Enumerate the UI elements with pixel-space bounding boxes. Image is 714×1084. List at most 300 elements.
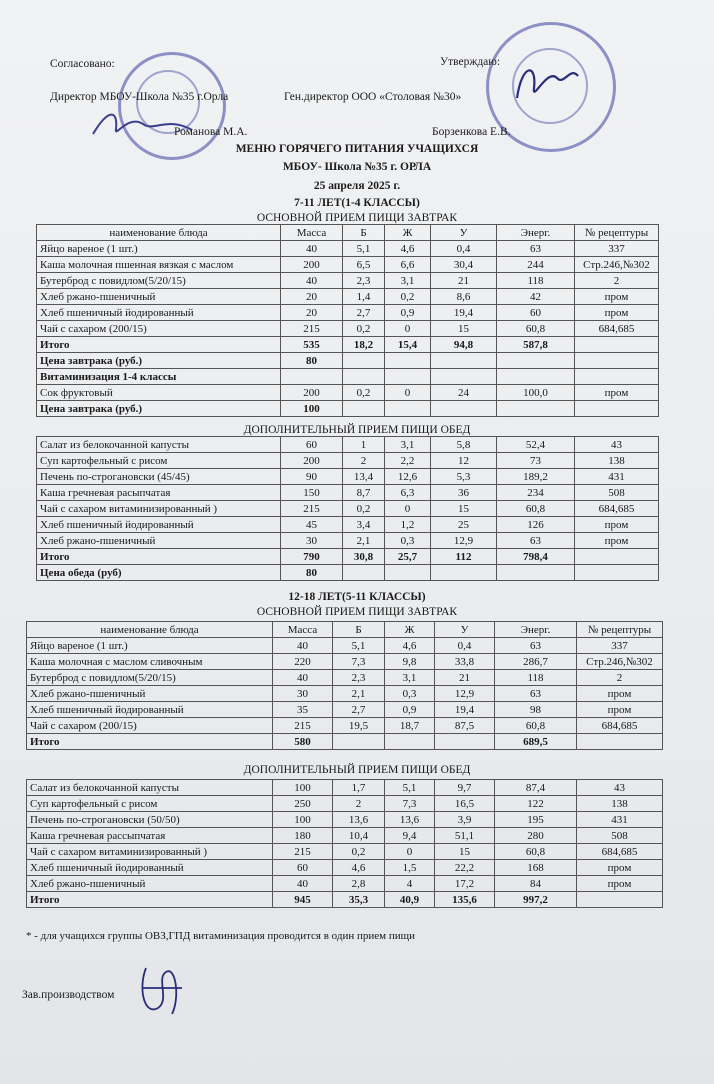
cell-energy: 60 (497, 305, 575, 321)
cell-energy (497, 565, 575, 581)
cell-protein: 2 (333, 796, 385, 812)
cell-fat: 6,3 (385, 485, 431, 501)
table-row (37, 549, 659, 565)
cell-mass: 40 (281, 273, 343, 289)
cell-carbs (431, 565, 497, 581)
header-protein: Б (343, 225, 385, 241)
cell-dish-name: Чай с сахаром витаминизированный ) (37, 501, 281, 517)
cell-fat: 5,1 (385, 780, 435, 796)
cell-carbs: 21 (431, 273, 497, 289)
cell-recipe: 138 (575, 453, 659, 469)
cell-fat: 25,7 (385, 549, 431, 565)
cell-fat: 7,3 (385, 796, 435, 812)
cell-mass: 215 (281, 501, 343, 517)
cell-dish-name: Салат из белокочанной капусты (37, 437, 281, 453)
cell-energy: 195 (495, 812, 577, 828)
cell-energy: 587,8 (497, 337, 575, 353)
cell-recipe: 684,685 (577, 844, 663, 860)
cell-mass: 80 (281, 565, 343, 581)
header-mass: Масса (281, 225, 343, 241)
g1-breakfast-caption: ОСНОВНОЙ ПРИЕМ ПИЩИ ЗАВТРАК (256, 212, 458, 224)
cell-energy: 63 (497, 533, 575, 549)
header-energy: Энерг. (497, 225, 575, 241)
cell-carbs: 8,6 (431, 289, 497, 305)
cell-mass: 250 (273, 796, 333, 812)
cell-carbs: 51,1 (435, 828, 495, 844)
cell-dish-name: Цена обеда (руб) (37, 565, 281, 581)
cell-recipe: 431 (575, 469, 659, 485)
cell-mass: 220 (273, 654, 333, 670)
cell-fat: 6,6 (385, 257, 431, 273)
cell-fat: 3,1 (385, 670, 435, 686)
cell-fat: 0,3 (385, 533, 431, 549)
cell-fat: 13,6 (385, 812, 435, 828)
cell-energy: 63 (497, 241, 575, 257)
cell-mass: 30 (281, 533, 343, 549)
cell-carbs: 19,4 (435, 702, 495, 718)
header-protein: Б (333, 622, 385, 638)
cell-carbs: 94,8 (431, 337, 497, 353)
cell-protein: 1 (343, 437, 385, 453)
cell-fat (385, 565, 431, 581)
cell-recipe: 2 (577, 670, 663, 686)
cell-dish-name: Сок фруктовый (37, 385, 281, 401)
cell-recipe: Стр.246,№302 (577, 654, 663, 670)
cell-protein: 13,6 (333, 812, 385, 828)
header-energy: Энерг. (495, 622, 577, 638)
table-row (37, 337, 659, 353)
cell-protein: 13,4 (343, 469, 385, 485)
cell-energy: 60,8 (497, 321, 575, 337)
cell-recipe (577, 734, 663, 750)
header-dish-name: наименование блюда (27, 622, 273, 638)
cell-protein: 0,2 (333, 844, 385, 860)
cell-mass: 180 (273, 828, 333, 844)
cell-mass: 40 (281, 241, 343, 257)
cell-mass: 60 (273, 860, 333, 876)
table-row (27, 638, 663, 654)
agreed-label: Согласовано: (50, 58, 115, 70)
table-row (37, 437, 659, 453)
cell-energy: 73 (497, 453, 575, 469)
cell-dish-name: Яйцо вареное (1 шт.) (27, 638, 273, 654)
cell-dish-name: Чай с сахаром витаминизированный ) (27, 844, 273, 860)
cell-fat: 0,2 (385, 289, 431, 305)
cell-protein (343, 369, 385, 385)
cell-carbs: 9,7 (435, 780, 495, 796)
cell-energy: 60,8 (495, 844, 577, 860)
cell-fat: 0 (385, 385, 431, 401)
general-director-signature (512, 58, 582, 108)
cell-protein: 7,3 (333, 654, 385, 670)
cell-dish-name: Печень по-строгановски (45/45) (37, 469, 281, 485)
cell-dish-name: Итого (37, 549, 281, 565)
company-director-position: Ген.директор ООО «Столовая №30» (284, 91, 462, 103)
cell-protein: 2,3 (333, 670, 385, 686)
table-row (37, 501, 659, 517)
cell-protein: 0,2 (343, 321, 385, 337)
footnote: * - для учащихся группы ОВЗ,ГПД витаминизация проводится в один прием пищи (26, 930, 415, 942)
cell-mass: 45 (281, 517, 343, 533)
cell-recipe: пром (575, 533, 659, 549)
cell-energy: 126 (497, 517, 575, 533)
cell-fat: 40,9 (385, 892, 435, 908)
cell-mass: 100 (281, 401, 343, 417)
cell-carbs (431, 353, 497, 369)
cell-energy: 60,8 (495, 718, 577, 734)
cell-energy: 122 (495, 796, 577, 812)
cell-carbs: 0,4 (435, 638, 495, 654)
table-row (37, 401, 659, 417)
cell-energy: 42 (497, 289, 575, 305)
table-row (27, 796, 663, 812)
cell-mass: 200 (281, 257, 343, 273)
cell-mass: 40 (273, 670, 333, 686)
cell-mass: 100 (273, 780, 333, 796)
cell-mass: 790 (281, 549, 343, 565)
cell-dish-name: Хлеб ржано-пшеничный (37, 533, 281, 549)
cell-energy: 189,2 (497, 469, 575, 485)
table-row (37, 321, 659, 337)
cell-carbs: 25 (431, 517, 497, 533)
cell-dish-name: Хлеб пшеничный йодированный (27, 860, 273, 876)
cell-energy: 244 (497, 257, 575, 273)
cell-protein: 18,2 (343, 337, 385, 353)
cell-recipe: 43 (577, 780, 663, 796)
cell-energy: 84 (495, 876, 577, 892)
cell-carbs: 87,5 (435, 718, 495, 734)
menu-date: 25 апреля 2025 г. (313, 180, 401, 192)
age-group-1: 7-11 ЛЕТ(1-4 КЛАССЫ) (294, 197, 420, 209)
cell-protein: 8,7 (343, 485, 385, 501)
table-row (27, 828, 663, 844)
table-row (37, 565, 659, 581)
cell-mass: 35 (273, 702, 333, 718)
cell-dish-name: Яйцо вареное (1 шт.) (37, 241, 281, 257)
cell-energy: 98 (495, 702, 577, 718)
cell-fat: 3,1 (385, 273, 431, 289)
cell-fat: 0,3 (385, 686, 435, 702)
cell-recipe (575, 337, 659, 353)
cell-recipe: пром (575, 305, 659, 321)
cell-carbs: 12 (431, 453, 497, 469)
cell-protein (343, 353, 385, 369)
cell-protein: 19,5 (333, 718, 385, 734)
cell-carbs: 15 (435, 844, 495, 860)
table-header-row (37, 225, 659, 241)
cell-carbs: 15 (431, 321, 497, 337)
table-row (27, 686, 663, 702)
table-row (27, 654, 663, 670)
cell-carbs: 19,4 (431, 305, 497, 321)
cell-mass: 200 (281, 385, 343, 401)
cell-mass: 20 (281, 289, 343, 305)
cell-recipe: 684,685 (577, 718, 663, 734)
g1-breakfast-table (36, 224, 659, 417)
cell-carbs: 17,2 (435, 876, 495, 892)
cell-recipe: Стр.246,№302 (575, 257, 659, 273)
cell-fat: 2,2 (385, 453, 431, 469)
table-row (37, 353, 659, 369)
cell-carbs: 135,6 (435, 892, 495, 908)
cell-recipe (575, 353, 659, 369)
production-head-signature (136, 958, 186, 1022)
cell-dish-name: Каша гречневая расыпчатая (37, 485, 281, 501)
cell-protein: 4,6 (333, 860, 385, 876)
table-row (37, 385, 659, 401)
header-fat: Ж (385, 622, 435, 638)
table-row (37, 485, 659, 501)
table-row (37, 453, 659, 469)
cell-recipe: 43 (575, 437, 659, 453)
cell-recipe: 684,685 (575, 501, 659, 517)
cell-energy (497, 353, 575, 369)
cell-fat: 0 (385, 321, 431, 337)
cell-recipe: пром (577, 702, 663, 718)
table-row (27, 780, 663, 796)
cell-energy: 100,0 (497, 385, 575, 401)
cell-fat: 15,4 (385, 337, 431, 353)
cell-carbs: 36 (431, 485, 497, 501)
cell-dish-name: Итого (37, 337, 281, 353)
table-row (37, 305, 659, 321)
table-row (37, 257, 659, 273)
cell-dish-name: Хлеб пшеничный йодированный (27, 702, 273, 718)
cell-dish-name: Хлеб ржано-пшеничный (27, 686, 273, 702)
cell-energy: 63 (495, 686, 577, 702)
cell-dish-name: Чай с сахаром (200/15) (37, 321, 281, 337)
cell-recipe: пром (577, 686, 663, 702)
cell-fat (385, 369, 431, 385)
cell-protein: 2,7 (333, 702, 385, 718)
table-row (37, 241, 659, 257)
cell-fat: 3,1 (385, 437, 431, 453)
cell-mass: 150 (281, 485, 343, 501)
cell-energy (497, 401, 575, 417)
cell-energy: 118 (497, 273, 575, 289)
cell-dish-name: Суп картофельный с рисом (37, 453, 281, 469)
cell-dish-name: Печень по-строгановски (50/50) (27, 812, 273, 828)
table-row (37, 369, 659, 385)
school-director-name: Романова М.А. (174, 126, 248, 138)
cell-protein: 5,1 (333, 638, 385, 654)
table-row (37, 517, 659, 533)
company-director-name: Борзенкова Е.В. (432, 126, 511, 138)
table-row (27, 892, 663, 908)
cell-recipe: пром (575, 289, 659, 305)
cell-protein: 10,4 (333, 828, 385, 844)
cell-dish-name: Каша гречневая рассыпчатая (27, 828, 273, 844)
cell-recipe: 508 (577, 828, 663, 844)
cell-carbs: 22,2 (435, 860, 495, 876)
table-row (37, 469, 659, 485)
cell-carbs: 5,3 (431, 469, 497, 485)
cell-energy: 63 (495, 638, 577, 654)
menu-title: МЕНЮ ГОРЯЧЕГО ПИТАНИЯ УЧАЩИХСЯ (235, 143, 479, 155)
cell-dish-name: Хлеб пшеничный йодированный (37, 517, 281, 533)
table-row (37, 533, 659, 549)
g1-lunch-caption: ДОПОЛНИТЕЛЬНЫЙ ПРИЕМ ПИЩИ ОБЕД (243, 424, 471, 436)
cell-recipe: 138 (577, 796, 663, 812)
cell-protein: 6,5 (343, 257, 385, 273)
cell-recipe (575, 565, 659, 581)
cell-recipe (575, 369, 659, 385)
table-row (27, 844, 663, 860)
cell-carbs: 33,8 (435, 654, 495, 670)
cell-energy: 60,8 (497, 501, 575, 517)
production-head-label: Зав.производством (22, 989, 115, 1001)
cell-protein: 2,1 (333, 686, 385, 702)
cell-dish-name: Хлеб пшеничный йодированный (37, 305, 281, 321)
table-row (27, 812, 663, 828)
cell-carbs: 16,5 (435, 796, 495, 812)
g2-breakfast-caption: ОСНОВНОЙ ПРИЕМ ПИЩИ ЗАВТРАК (256, 606, 458, 618)
cell-carbs: 15 (431, 501, 497, 517)
cell-fat: 1,5 (385, 860, 435, 876)
cell-dish-name: Суп картофельный с рисом (27, 796, 273, 812)
cell-recipe: пром (575, 385, 659, 401)
table-row (37, 273, 659, 289)
cell-carbs: 112 (431, 549, 497, 565)
cell-recipe: пром (575, 517, 659, 533)
cell-carbs (431, 369, 497, 385)
g2-breakfast-table (26, 621, 663, 750)
header-fat: Ж (385, 225, 431, 241)
header-carbs: У (435, 622, 495, 638)
cell-carbs (431, 401, 497, 417)
cell-recipe (577, 892, 663, 908)
cell-mass: 535 (281, 337, 343, 353)
age-group-2: 12-18 ЛЕТ(5-11 КЛАССЫ) (288, 591, 426, 603)
cell-mass: 30 (273, 686, 333, 702)
cell-mass: 100 (273, 812, 333, 828)
cell-protein: 2,1 (343, 533, 385, 549)
cell-carbs: 0,4 (431, 241, 497, 257)
cell-protein: 2,8 (333, 876, 385, 892)
cell-protein: 2 (343, 453, 385, 469)
table-row (27, 876, 663, 892)
cell-dish-name: Хлеб ржано-пшеничный (27, 876, 273, 892)
cell-energy: 280 (495, 828, 577, 844)
cell-recipe: пром (577, 860, 663, 876)
cell-protein: 1,4 (343, 289, 385, 305)
g1-lunch-table (36, 436, 659, 581)
cell-mass: 945 (273, 892, 333, 908)
cell-dish-name: Хлеб ржано-пшеничный (37, 289, 281, 305)
cell-carbs: 12,9 (435, 686, 495, 702)
cell-protein: 30,8 (343, 549, 385, 565)
cell-fat: 9,8 (385, 654, 435, 670)
cell-protein: 3,4 (343, 517, 385, 533)
cell-energy: 286,7 (495, 654, 577, 670)
cell-fat (385, 353, 431, 369)
header-carbs: У (431, 225, 497, 241)
cell-recipe: 2 (575, 273, 659, 289)
cell-recipe (575, 549, 659, 565)
cell-fat: 4,6 (385, 241, 431, 257)
table-header-row (27, 622, 663, 638)
cell-protein: 2,7 (343, 305, 385, 321)
cell-recipe: 508 (575, 485, 659, 501)
cell-mass: 40 (273, 638, 333, 654)
cell-recipe: 431 (577, 812, 663, 828)
cell-energy: 234 (497, 485, 575, 501)
table-row (27, 670, 663, 686)
cell-dish-name: Салат из белокочанной капусты (27, 780, 273, 796)
cell-dish-name: Бутерброд с повидлом(5/20/15) (27, 670, 273, 686)
g2-lunch-table (26, 779, 663, 908)
approved-label: Утверждаю: (440, 56, 501, 68)
cell-mass: 40 (273, 876, 333, 892)
cell-mass: 60 (281, 437, 343, 453)
cell-carbs (435, 734, 495, 750)
cell-dish-name: Итого (27, 892, 273, 908)
cell-recipe: 684,685 (575, 321, 659, 337)
cell-mass: 90 (281, 469, 343, 485)
cell-mass: 215 (281, 321, 343, 337)
cell-fat: 9,4 (385, 828, 435, 844)
table-row (27, 718, 663, 734)
cell-recipe (575, 401, 659, 417)
cell-protein (333, 734, 385, 750)
header-mass: Масса (273, 622, 333, 638)
cell-energy: 52,4 (497, 437, 575, 453)
cell-fat: 0 (385, 501, 431, 517)
g2-lunch-caption: ДОПОЛНИТЕЛЬНЫЙ ПРИЕМ ПИЩИ ОБЕД (243, 764, 471, 776)
header-recipe: № рецептуры (575, 225, 659, 241)
cell-dish-name: Бутерброд с повидлом(5/20/15) (37, 273, 281, 289)
cell-carbs: 21 (435, 670, 495, 686)
cell-mass: 200 (281, 453, 343, 469)
table-row (27, 734, 663, 750)
cell-mass: 215 (273, 718, 333, 734)
cell-energy: 168 (495, 860, 577, 876)
cell-protein: 2,3 (343, 273, 385, 289)
cell-mass (281, 369, 343, 385)
school-name: МБОУ- Школа №35 г. ОРЛА (282, 161, 432, 173)
cell-protein: 1,7 (333, 780, 385, 796)
cell-carbs: 30,4 (431, 257, 497, 273)
cell-dish-name: Цена завтрака (руб.) (37, 401, 281, 417)
cell-dish-name: Итого (27, 734, 273, 750)
cell-protein: 0,2 (343, 385, 385, 401)
cell-recipe: 337 (575, 241, 659, 257)
cell-energy (497, 369, 575, 385)
cell-fat: 0,9 (385, 702, 435, 718)
cell-fat (385, 734, 435, 750)
cell-mass: 580 (273, 734, 333, 750)
cell-dish-name: Цена завтрака (руб.) (37, 353, 281, 369)
cell-mass: 215 (273, 844, 333, 860)
cell-dish-name: Каша молочная пшенная вязкая с маслом (37, 257, 281, 273)
header-dish-name: наименование блюда (37, 225, 281, 241)
cell-protein: 0,2 (343, 501, 385, 517)
cell-fat: 4 (385, 876, 435, 892)
cell-carbs: 12,9 (431, 533, 497, 549)
cell-carbs: 5,8 (431, 437, 497, 453)
cell-carbs: 24 (431, 385, 497, 401)
cell-fat (385, 401, 431, 417)
cell-fat: 12,6 (385, 469, 431, 485)
cell-protein (343, 401, 385, 417)
cell-mass: 20 (281, 305, 343, 321)
cell-energy: 118 (495, 670, 577, 686)
cell-carbs: 3,9 (435, 812, 495, 828)
cell-dish-name: Витаминизация 1-4 классы (37, 369, 281, 385)
cell-energy: 87,4 (495, 780, 577, 796)
cell-energy: 689,5 (495, 734, 577, 750)
cell-protein: 5,1 (343, 241, 385, 257)
